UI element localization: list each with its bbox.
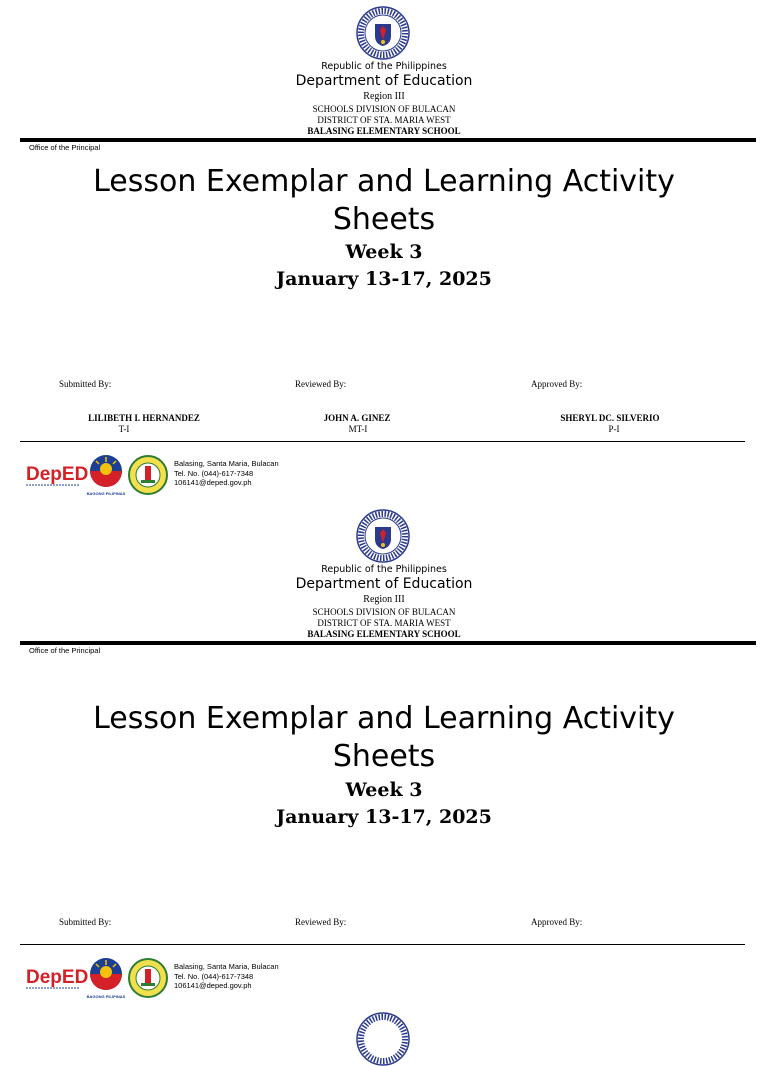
approved-by-position: P-I xyxy=(608,424,620,434)
school-name: BALASING ELEMENTARY SCHOOL xyxy=(307,126,461,136)
bagong-pilipinas-text: BAGONG PILIPINAS xyxy=(86,994,126,999)
document-title-line1: Lesson Exemplar and Learning Activity xyxy=(93,701,675,736)
header-divider xyxy=(20,138,756,142)
office-label: Office of the Principal xyxy=(29,143,101,152)
reviewed-by-name: JOHN A. GINEZ xyxy=(323,413,391,423)
approved-by-name: SHERYL DC. SILVERIO xyxy=(560,413,660,423)
date-range: January 13-17, 2025 xyxy=(276,806,492,828)
submitted-by-label: Submitted By: xyxy=(59,917,112,927)
reviewed-by-label: Reviewed By: xyxy=(295,379,347,389)
footer-divider xyxy=(20,441,745,442)
deped-logo xyxy=(26,459,89,489)
office-label: Office of the Principal xyxy=(29,646,101,655)
region-text: Region III xyxy=(363,594,405,605)
deped-seal-icon xyxy=(356,509,410,563)
document-page-2 xyxy=(0,503,768,1024)
school-name: BALASING ELEMENTARY SCHOOL xyxy=(307,629,461,639)
bagong-pilipinas-logo xyxy=(86,956,126,1000)
school-address: Balasing, Santa Maria, Bulacan xyxy=(174,962,279,971)
school-logo xyxy=(128,455,168,495)
document-title-line2: Sheets xyxy=(332,202,436,237)
bagong-pilipinas-text: BAGONG PILIPINAS xyxy=(86,491,126,496)
school-telephone: Tel. No. (044)-617-7348 xyxy=(174,468,254,478)
republic-text: Republic of the Philippines xyxy=(321,564,447,575)
approved-by-label: Approved By: xyxy=(531,379,583,389)
week-label: Week 3 xyxy=(345,241,423,263)
bagong-pilipinas-logo xyxy=(86,453,126,497)
deped-seal-icon xyxy=(356,1012,410,1066)
division-text: SCHOOLS DIVISION OF BULACAN xyxy=(312,607,456,617)
reviewed-by-label: Reviewed By: xyxy=(295,917,347,927)
week-label: Week 3 xyxy=(345,779,423,801)
department-text: Department of Education xyxy=(295,73,473,89)
division-text: SCHOOLS DIVISION OF BULACAN xyxy=(312,104,456,114)
deped-seal-icon xyxy=(356,6,410,60)
footer-divider xyxy=(20,944,745,945)
school-contact xyxy=(174,962,279,991)
school-telephone: Tel. No. (044)-617-7348 xyxy=(174,971,254,981)
school-email: 106141@deped.gov.ph xyxy=(174,478,252,487)
republic-text: Republic of the Philippines xyxy=(321,61,447,72)
document-title-line1: Lesson Exemplar and Learning Activity xyxy=(93,164,675,199)
school-email: 106141@deped.gov.ph xyxy=(174,981,252,990)
district-text: DISTRICT OF STA. MARIA WEST xyxy=(317,115,451,125)
reviewed-by-position: MT-I xyxy=(348,424,368,434)
deped-logo-text: DepED xyxy=(26,464,89,485)
document-page-1 xyxy=(0,0,768,500)
deped-logo xyxy=(26,962,89,992)
region-text: Region III xyxy=(363,91,405,102)
school-address: Balasing, Santa Maria, Bulacan xyxy=(174,459,279,468)
department-text: Department of Education xyxy=(295,576,473,592)
deped-logo-text: DepED xyxy=(26,967,89,988)
submitted-by-label: Submitted By: xyxy=(59,379,112,389)
date-range: January 13-17, 2025 xyxy=(276,268,492,290)
header-divider xyxy=(20,641,756,645)
district-text: DISTRICT OF STA. MARIA WEST xyxy=(317,618,451,628)
school-logo xyxy=(128,958,168,998)
submitted-by-name: LILIBETH I. HERNANDEZ xyxy=(88,413,200,423)
school-contact xyxy=(174,459,279,488)
submitted-by-position: T-I xyxy=(118,424,130,434)
approved-by-label: Approved By: xyxy=(531,917,583,927)
document-title-line2: Sheets xyxy=(332,739,436,774)
